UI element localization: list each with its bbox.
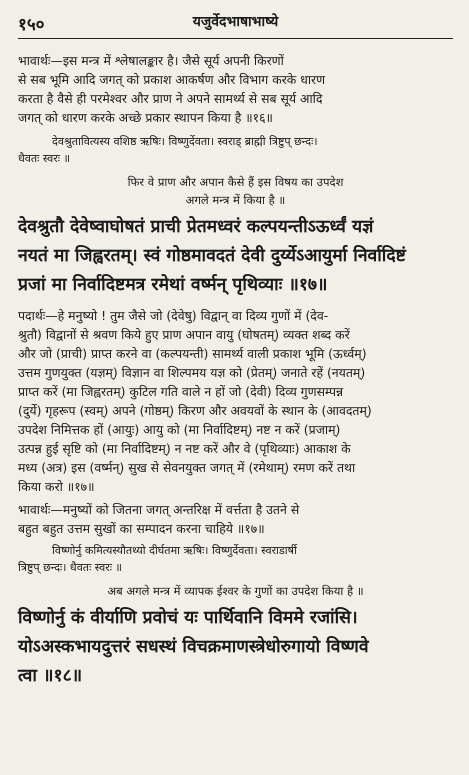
padarth-17	[18, 306, 453, 496]
text-line: करता है वैसे ही परमेश्वर और प्राण ने अपने सामर्थ्य से सब सूर्य आदि	[18, 91, 323, 106]
text-line: भावार्थः—मनुष्यों को जितना जगत् अन्तरिक्ष में वर्त्तता है उतने से	[18, 502, 300, 517]
text-line: बहुत बहुत उत्तम सुखों का सम्पादन करना चाहिये ॥१७॥	[18, 521, 265, 536]
text-line: अब अगले मन्त्र में व्यापक ईश्वर के गुणों का उपदेश किया है ॥	[107, 584, 364, 598]
text-line: श्रुतौ) विद्वानों से श्रवण किये हुए प्राण अपान वायु (घोषतम्) व्यक्त शब्द करें	[18, 327, 350, 342]
mantra-18	[18, 604, 453, 691]
text-line: उत्पन्न हुई सृष्टि को (मा निर्वादिष्टम्) न नष्ट करें और वे (पृथिव्याः) आकाश के	[18, 441, 351, 456]
rishi-devata-18	[18, 542, 453, 559]
intro-18	[18, 582, 453, 600]
mantra-line: योऽअस्कभायदुत्तरं सधस्थं विचक्रमाणस्त्रेधोरुगायो विष्णवे	[18, 637, 369, 657]
text-line: पदार्थः—हे मनुष्यो ! तुम जैसे जो (देवेषु) विद्वान् वा दिव्य गुणों में (देव-	[18, 308, 329, 323]
mantra-line: विष्णोर्नु कं वीर्याणि प्रवोचं यः पार्थिवानि विममे रजांसि।	[18, 608, 358, 628]
text-line: फिर वे प्राण और अपान कैसे हैं इस विषय का उपदेश	[127, 175, 344, 189]
page-number: १५०	[18, 15, 45, 35]
rishi-devata-17	[18, 133, 453, 150]
text-line: और जो (प्राची) प्राप्त करने वा (कल्पयन्ती) सामर्थ्य वाली प्रकाश भूमि (ऊर्ध्वम्)	[18, 346, 367, 361]
bhavarth-17	[18, 500, 453, 538]
text-line: देवश्रुतावित्यस्य वशिष्ठ ऋषिः। विष्णुर्देवता। स्वराड् ब्राह्मी त्रिष्टुप् छन्दः।	[52, 135, 318, 148]
text-line: जगत् को धारण करके अच्छे प्रकार स्थापन किया है ॥१६॥	[18, 110, 273, 125]
text-line: धैवतः स्वरः ॥	[18, 152, 71, 165]
mantra-17	[18, 213, 453, 300]
mantra-line: नयतं मा जिह्वरतम्। स्वं गोष्ठमावदतं देवी दुर्य्येऽआयुर्मा निर्वादिष्टं	[18, 246, 406, 266]
bhavarth-16	[18, 51, 453, 127]
text-line: प्राप्त करें (मा जिह्वरतम्) कुटिल गति वाले न हों जो (देवी) दिव्य गुणसम्पन्न	[18, 384, 344, 399]
text-line: भावार्थः—इस मन्त्र में श्लेषालङ्कार है। जैसे सूर्य अपनी किरणों	[18, 53, 284, 68]
mantra-line: देवश्रुतौ देवेष्वाघोषतं प्राची प्रेतमध्वरं कल्पयन्तीऽऊर्ध्वं यज्ञं	[18, 217, 374, 237]
text-line: से सब भूमि आदि जगत् को प्रकाश आकर्षण और विभाग करके धारण	[18, 72, 326, 87]
text-line: मध्य (अत्र) इस (वर्ष्मन्) सुख से सेवनयुक्त जगत् में (रमेथाम्) रमण करें तथा	[18, 460, 356, 475]
intro-17	[18, 173, 453, 209]
mantra-line: प्रजां मा निर्वादिष्टमत्र रमेथां वर्ष्मन् पृथिव्याः ॥१७॥	[18, 275, 328, 295]
text-line: अगले मन्त्र में किया है ॥	[185, 193, 286, 207]
running-title: यजुर्वेदभाषाभाष्ये	[192, 14, 279, 30]
text-line: (दुर्ये) गृहरूप (स्वम्) अपने (गोष्ठम्) किरण और अवयवों के स्थान के (आवदतम्)	[18, 403, 372, 418]
text-line: त्रिष्टुप् छन्दः। धैवतः स्वरः ॥	[18, 561, 122, 574]
text-line: विष्णोर्नु कमित्यस्यौतथ्यो दीर्घतमा ऋषिः। विष्णुर्देवता। स्वराडार्षी	[52, 544, 297, 557]
mantra-line: त्वा ॥१८॥	[18, 666, 83, 686]
text-line: उत्तम गुणयुक्त (यज्ञम्) विज्ञान वा शिल्पमय यज्ञ को (प्रेतम्) जनाते रहें (नयतम्)	[18, 365, 366, 380]
text-line: उपदेश निमित्तक हों (आयुः) आयु को (मा निर्वादिष्टम्) नष्ट न करें (प्रजाम्)	[18, 422, 341, 437]
page-header	[18, 8, 453, 39]
text-line: किया करो ॥१७॥	[18, 479, 95, 494]
